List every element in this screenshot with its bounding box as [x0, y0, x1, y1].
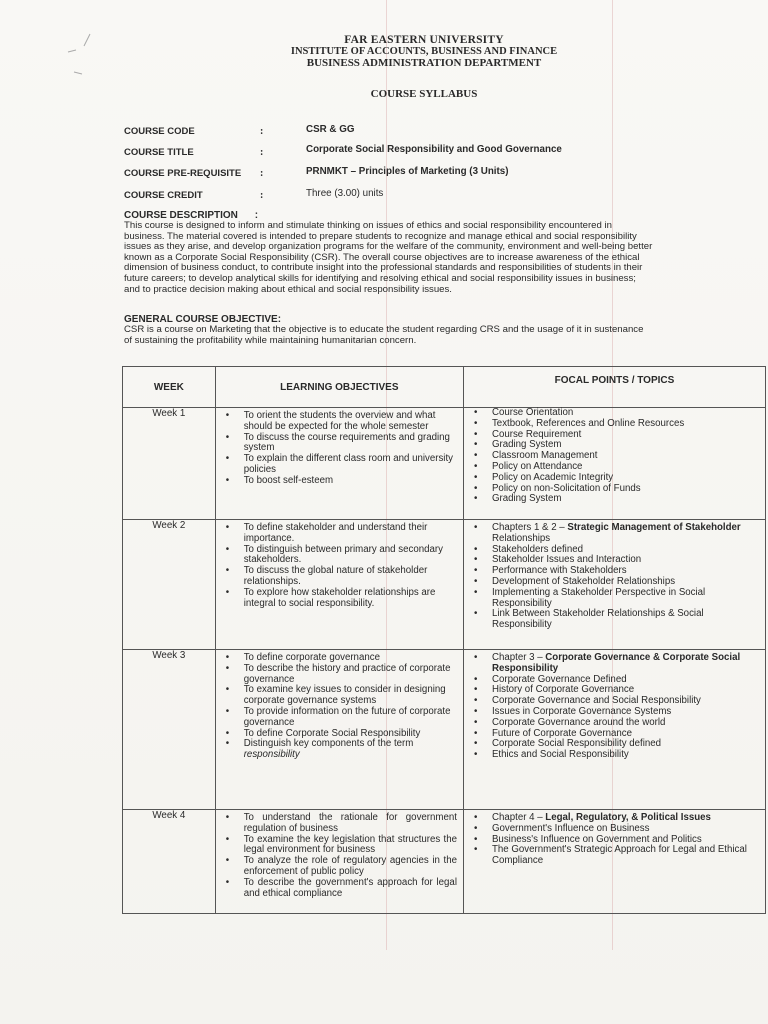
week-header: WEEK: [123, 367, 216, 408]
list-item: • To define Corporate Social Responsibility: [244, 729, 463, 740]
university-name: FAR EASTERN UNIVERSITY: [344, 34, 504, 46]
list-item: • Classroom Management: [492, 451, 765, 462]
week-cell: Week 3: [123, 650, 216, 810]
topics-cell: [463, 650, 765, 810]
document-title: COURSE SYLLABUS: [370, 88, 478, 100]
chapter-title: Corporate Governance & Corporate Social Responsibility: [491, 652, 741, 674]
field-colon: :: [260, 168, 264, 179]
table-row: [123, 520, 766, 650]
list-item: • Stakeholder Issues and Interaction: [492, 555, 765, 566]
list-item: • To orient the students the overview and what should be expected for the whole semester: [244, 411, 463, 433]
list-item: • To explore how stakeholder relationships are integral to social responsibility.: [244, 588, 463, 610]
list-item: • Corporate Governance Defined: [492, 675, 765, 686]
course-prerequisite-value: PRNMKT – Principles of Marketing (3 Units): [306, 166, 509, 177]
list-item: • Course Requirement: [492, 430, 765, 441]
list-item: • Textbook, References and Online Resources: [492, 419, 765, 430]
list-item: • To analyze the role of regulatory agencies in the enforcement of public policy: [244, 856, 457, 878]
list-item: • To explain the different class room and university policies: [244, 454, 463, 476]
week-cell: Week 2: [123, 520, 216, 650]
week-cell: Week 1: [123, 408, 216, 520]
list-item: • To describe the history and practice of corporate governance: [244, 664, 463, 686]
list-item: • Corporate Governance and Social Responsibility: [492, 696, 765, 707]
department-name: BUSINESS ADMINISTRATION DEPARTMENT: [306, 57, 542, 69]
list-item: • Grading System: [492, 440, 765, 451]
topics-cell: [463, 520, 765, 650]
chapter-title-tail: Relationships: [491, 532, 551, 544]
list-item: • Government's Influence on Business: [492, 824, 765, 835]
course-description-text: This course is designed to inform and stimulate thinking on issues of ethics and social responsibility encountered in business. The material covered is intended to prepare students to recognize and manage ethical and social responsibility issues as they arise, and develop organization programs for the welfare of the community, environment and well-being better known as a Corporate Social Responsibility (CSR). The overall course objectives are to increase awareness of the ethical dimension of business conduct, to contribute insight into the professional standards and responsibilities of students in their future careers; to develop analytical skills for identifying and resolving ethical and social responsibility issues in business; and to practice decision making about ethical and social responsibility issues.: [124, 220, 653, 295]
objectives-cell: [215, 650, 463, 810]
course-code-value: CSR & GG: [306, 124, 355, 135]
list-item: • History of Corporate Governance: [492, 685, 765, 696]
syllabus-table: [122, 366, 766, 914]
week-cell: Week 4: [123, 810, 216, 914]
course-credit-value: Three (3.00) units: [306, 188, 384, 199]
list-item: • Implementing a Stakeholder Perspective in Social Responsibility: [492, 588, 765, 610]
chapter-title: Legal, Regulatory, & Political Issues: [545, 812, 711, 823]
focal-points-header: FOCAL POINTS / TOPICS: [463, 367, 765, 408]
list-item: • Performance with Stakeholders: [492, 566, 765, 577]
objectives-cell: [215, 408, 463, 520]
objective-text: Distinguish key components of the term: [243, 738, 414, 750]
list-item: • Policy on Attendance: [492, 462, 765, 473]
table-row: [123, 810, 766, 914]
list-item: • Ethics and Social Responsibility: [492, 750, 765, 761]
course-title-label: COURSE TITLE: [124, 147, 194, 158]
list-item: • To discuss the global nature of stakeholder relationships.: [244, 566, 463, 588]
topics-cell: [463, 810, 765, 914]
chapter-label: Chapter 4 –: [491, 812, 546, 823]
field-colon: :: [260, 190, 264, 201]
institute-name: INSTITUTE OF ACCOUNTS, BUSINESS AND FINANCE: [290, 46, 558, 57]
topics-cell: [463, 408, 765, 520]
list-item: • Policy on Academic Integrity: [492, 473, 765, 484]
list-item: [244, 739, 463, 761]
field-colon: :: [254, 210, 259, 221]
list-item: • Grading System: [492, 494, 765, 505]
list-item: • Business's Influence on Government and Politics: [492, 835, 765, 846]
list-item: • To boost self-esteem: [244, 476, 463, 487]
list-item: • To examine the key legislation that structures the legal environment for business: [244, 835, 457, 857]
objectives-cell: [215, 810, 463, 914]
list-item: • The Government's Strategic Approach for Legal and Ethical Compliance: [492, 845, 765, 867]
list-item: • Link Between Stakeholder Relationships & Social Responsibility: [492, 609, 765, 631]
objective-term: responsibility: [243, 749, 300, 761]
list-item: • Policy on non-Solicitation of Funds: [492, 484, 765, 495]
list-item: • To discuss the course requirements and grading system: [244, 433, 463, 455]
list-item: • To provide information on the future of corporate governance: [244, 707, 463, 729]
objectives-cell: [215, 520, 463, 650]
list-item: • Stakeholders defined: [492, 545, 765, 556]
list-item: • To distinguish between primary and secondary stakeholders.: [244, 545, 463, 567]
list-item: • To understand the rationale for government regulation of business: [244, 813, 457, 835]
course-title-value: Corporate Social Responsibility and Good Governance: [306, 144, 562, 155]
course-prerequisite-label: COURSE PRE-REQUISITE: [124, 168, 242, 179]
chapter-label: Chapters 1 & 2 –: [491, 522, 568, 533]
list-item-chapter-heading: [492, 523, 765, 545]
learning-objectives-header: LEARNING OBJECTIVES: [215, 367, 463, 408]
table-row: [123, 650, 766, 810]
list-item-chapter-heading: [492, 653, 765, 675]
table-row: [123, 408, 766, 520]
table-header-row: [123, 367, 766, 408]
list-item: • Future of Corporate Governance: [492, 729, 765, 740]
field-colon: :: [260, 126, 264, 137]
chapter-label: Chapter 3 –: [491, 652, 546, 663]
list-item: • Course Orientation: [492, 408, 765, 419]
list-item: • To define corporate governance: [244, 653, 463, 664]
list-item: • To examine key issues to consider in designing corporate governance systems: [244, 685, 463, 707]
course-description-heading: COURSE DESCRIPTION: [124, 210, 238, 221]
course-credit-label: COURSE CREDIT: [124, 190, 203, 201]
list-item: • To describe the government's approach for legal and ethical compliance: [244, 878, 457, 900]
course-code-label: COURSE CODE: [124, 126, 195, 137]
list-item: • To define stakeholder and understand their importance.: [244, 523, 463, 545]
list-item: • Corporate Governance around the world: [492, 718, 765, 729]
list-item: • Corporate Social Responsibility defined: [492, 739, 765, 750]
field-colon: :: [260, 147, 264, 158]
chapter-title: Strategic Management of Stakeholder: [567, 522, 741, 533]
list-item: • Issues in Corporate Governance Systems: [492, 707, 765, 718]
list-item: • Development of Stakeholder Relationships: [492, 577, 765, 588]
general-objective-text: CSR is a course on Marketing that the objective is to educate the student regarding CRS and the usage of it in sustenance of sustaining the profitability while maintaining humanitarian concern.: [124, 324, 644, 346]
general-objective-title: GENERAL COURSE OBJECTIVE:: [124, 314, 282, 325]
